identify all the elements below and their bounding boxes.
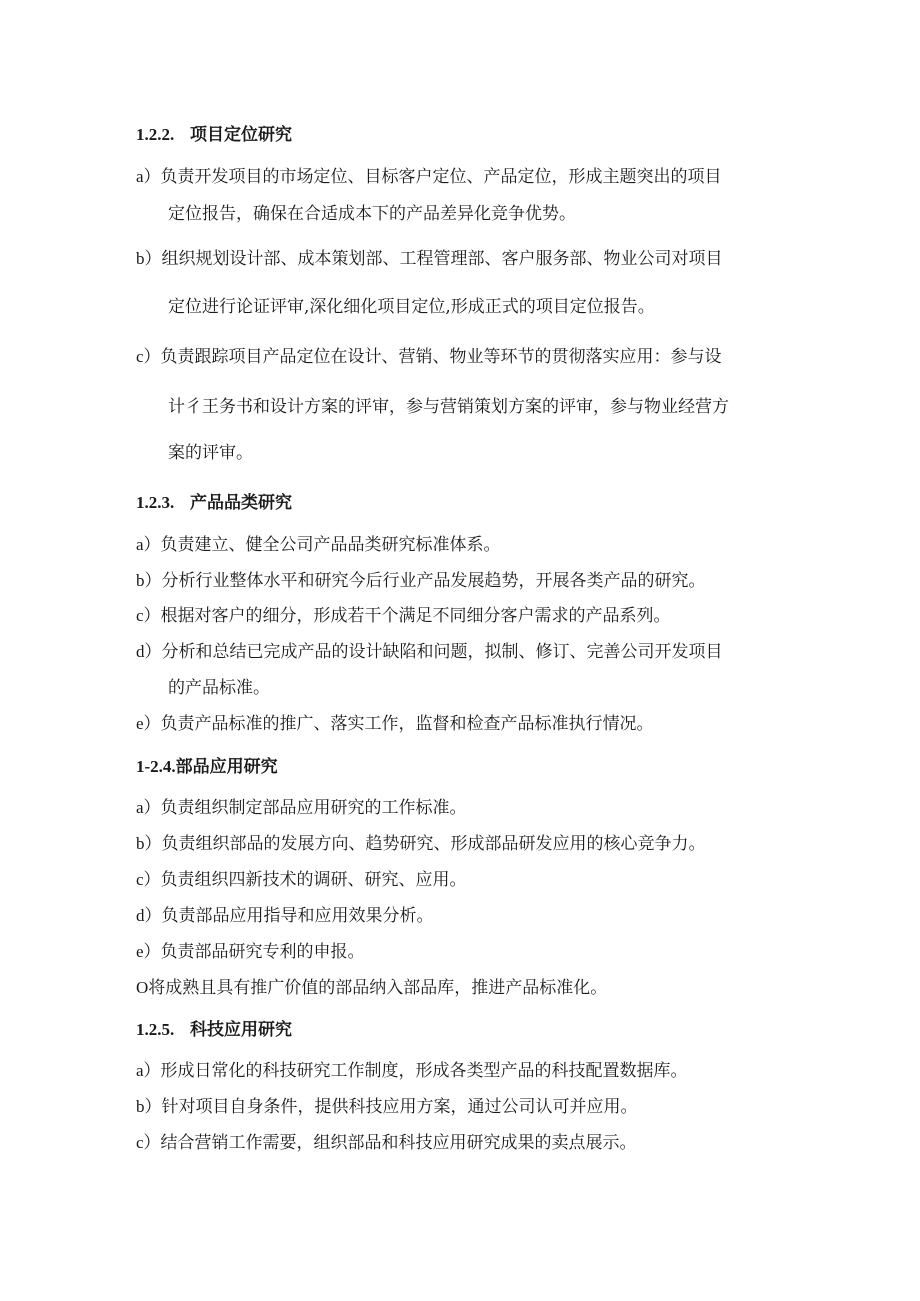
item-marker: c） [136,870,161,889]
list-item-continuation: 定位报告，确保在合适成本下的产品差异化竞争优势。 [168,204,576,224]
item-marker: a） [136,535,161,554]
section-title: 产品品类研究 [190,493,292,513]
list-item [136,641,723,663]
item-text: 负责产品标准的推广、落实工作，监督和检查产品标准执行情况。 [160,714,654,734]
item-text: 根据对客户的细分，形成若干个满足不同细分客户需求的产品系列。 [160,606,671,626]
item-marker: c） [136,1133,161,1152]
item-text: 负责部品研究专利的申报。 [160,942,365,962]
item-marker: a） [136,167,161,186]
section-heading [136,1019,292,1041]
item-marker: b） [136,1097,162,1116]
list-item [136,1132,637,1154]
item-marker: b） [136,834,162,853]
item-marker: c） [136,606,161,625]
item-text: 分析和总结已完成产品的设计缺陷和问题，拟制、修订、完善公司开发项目 [161,642,723,662]
list-item-continuation: 案的评审。 [168,443,253,463]
list-item [136,977,607,999]
item-text: 负责跟踪项目产品定位在设计、营销、物业等环节的贯彻落实应用：参与设 [160,347,722,367]
item-text: 负责开发项目的市场定位、目标客户定位、产品定位，形成主题突出的项目 [160,167,722,187]
item-text: 形成日常化的科技研究工作制度，形成各类型产品的科技配置数据库。 [160,1061,688,1081]
item-marker: b） [136,571,162,590]
list-item [136,797,467,819]
item-marker: c） [136,347,161,366]
item-text: 组织规划设计部、成本策划部、工程管理部、客户服务部、物业公司对项目 [161,249,723,269]
item-marker: e） [136,942,161,961]
section-heading [136,124,292,146]
section-title: 部品应用研究 [175,757,278,777]
item-text: 负责建立、健全公司产品品类研究标准体系。 [160,535,501,555]
list-item [136,570,706,592]
list-item [136,941,365,963]
list-item-continuation: 计彳王务书和设计方案的评审，参与营销策划方案的评审，参与物业经营方 [168,397,729,417]
item-marker: d） [136,642,162,661]
item-marker: a） [136,1061,161,1080]
item-text: 针对项目自身条件，提供科技应用方案，通过公司认可并应用。 [161,1097,638,1117]
list-item-continuation: 定位进行论证评审,深化细化项目定位,形成正式的项目定位报告。 [168,297,655,317]
list-item [136,869,467,891]
list-item-continuation: 的产品标准。 [168,678,270,698]
item-text: 负责组织制定部品应用研究的工作标准。 [160,798,467,818]
list-item [136,1096,638,1118]
section-title: 项目定位研究 [190,125,292,145]
item-text: 负责部品应用指导和应用效果分析。 [161,906,434,926]
item-marker: e） [136,714,161,733]
section-number: 1.2.3. [136,493,175,512]
list-item [136,605,671,627]
item-text: 负责组织四新技术的调研、研究、应用。 [160,870,467,890]
item-text: 将成熟且具有推广价值的部品纳入部品库，推进产品标准化。 [148,978,608,998]
list-item [136,248,723,270]
list-item [136,534,501,556]
item-text: 负责组织部品的发展方向、趋势研究、形成部品研发应用的核心竞争力。 [161,834,706,854]
list-item [136,1060,688,1082]
list-item [136,905,434,927]
item-text: 结合营销工作需要，组织部品和科技应用研究成果的卖点展示。 [160,1133,637,1153]
section-heading [136,492,292,514]
list-item [136,833,706,855]
list-item [136,713,654,735]
section-title: 科技应用研究 [190,1020,292,1040]
item-marker: d） [136,906,162,925]
item-text: 分析行业整体水平和研究今后行业产品发展趋势，开展各类产品的研究。 [161,571,706,591]
item-marker: O [136,978,149,997]
list-item [136,166,722,188]
section-number: 1.2.2. [136,125,175,144]
section-number: 1-2.4. [136,757,176,776]
item-marker: b） [136,249,162,268]
section-number: 1.2.5. [136,1020,175,1039]
section-heading [136,756,278,778]
item-marker: a） [136,798,161,817]
list-item [136,346,722,368]
